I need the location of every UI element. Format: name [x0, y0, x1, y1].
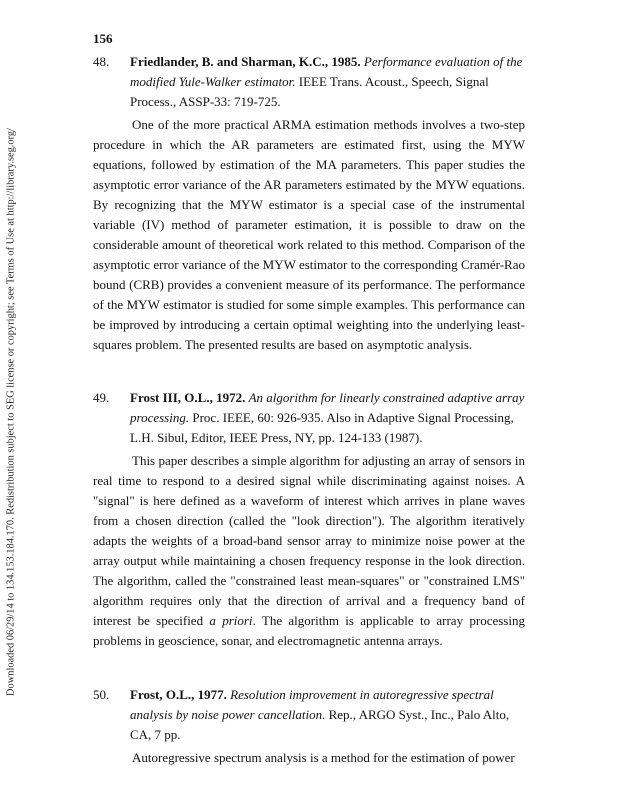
abstract-italic-term: a priori: [209, 613, 253, 628]
reference-authors: Frost III, O.L., 1972.: [130, 390, 246, 405]
download-notice-text: Downloaded 06/29/14 to 134.153.184.170. Redistribution subject to SEG license or copyright; see Terms of Use at http://library.seg.org/: [5, 128, 17, 696]
reference-citation: [93, 388, 525, 448]
reference-number: 49.: [93, 390, 110, 405]
reference-title: An algorithm for linearly constrained adaptive array processing.: [130, 390, 525, 425]
reference-number: 48.: [93, 54, 110, 69]
reference-number: 50.: [93, 687, 110, 702]
reference-citation: [93, 52, 525, 112]
reference-authors: Friedlander, B. and Sharman, K.C., 1985.: [130, 54, 361, 69]
side-download-notice: [0, 0, 22, 800]
abstract-text: This paper describes a simple algorithm for adjusting an array of sensors in real time to respond to a desired signal while discriminating against noises. A "signal" is here defined as a waveform of interest which arrives in plane waves from a chosen direction (called the "look direction"). The algorithm iteratively adapts the weights of a broad-band sensor array to minimize noise power at the array output while maintaining a chosen frequency response in the look direction. The algorithm, called the "constrained least mean-squares" or "constrained LMS" algorithm requires only that the direction of arrival and a frequency band of interest be specified: [93, 453, 525, 628]
page-number: 156: [93, 31, 113, 46]
reference-title: Resolution improvement in autoregressive spectral analysis by noise power cancellation.: [130, 687, 494, 722]
reference-citation: [93, 685, 525, 745]
reference-authors: Frost, O.L., 1977.: [130, 687, 227, 702]
abstract-text-end: . The algorithm is applicable to array processing problems in geoscience, sonar, and electromagnetic antenna arrays.: [93, 613, 525, 648]
reference-entry-49: [93, 388, 525, 651]
reference-entry-50: [93, 685, 525, 768]
reference-entry-48: [93, 52, 525, 355]
reference-source: IEEE Trans. Acoust., Speech, Signal Process., ASSP-33: 719-725.: [130, 74, 489, 109]
reference-source: Rep., ARGO Syst., Inc., Palo Alto, CA, 7 pp.: [130, 707, 510, 742]
reference-abstract: [93, 451, 525, 651]
reference-title: Performance evaluation of the modified Yule-Walker estimator.: [130, 54, 523, 89]
reference-abstract: Autoregressive spectrum analysis is a method for the estimation of power: [132, 750, 515, 765]
reference-abstract: One of the more practical ARMA estimation methods involves a two-step procedure in which the AR parameters are estimated first, using the MYW equations, followed by estimation of the MA parameters. This paper studies the asymptotic error variance of the AR parameters estimated by the MYW equations. By recognizing that the MYW estimator is a special case of the instrumental variable (IV) method of parameter estimation, it is possible to draw on the considerable amount of theoretical work related to this method. Comparison of the asymptotic error variance of the MYW estimator to the corresponding Cramér-Rao bound (CRB) provides a convenient measure of its performance. The performance of the MYW estimator is studied for some simple examples. This performance can be improved by introducing a certain optimal weighting into the underlying least-squares problem. The presented results are based on asymptotic analysis.: [93, 117, 525, 352]
reference-source: Proc. IEEE, 60: 926-935. Also in Adaptive Signal Processing, L.H. Sibul, Editor, IEEE Press, NY, pp. 124-133 (1987).: [130, 410, 514, 445]
